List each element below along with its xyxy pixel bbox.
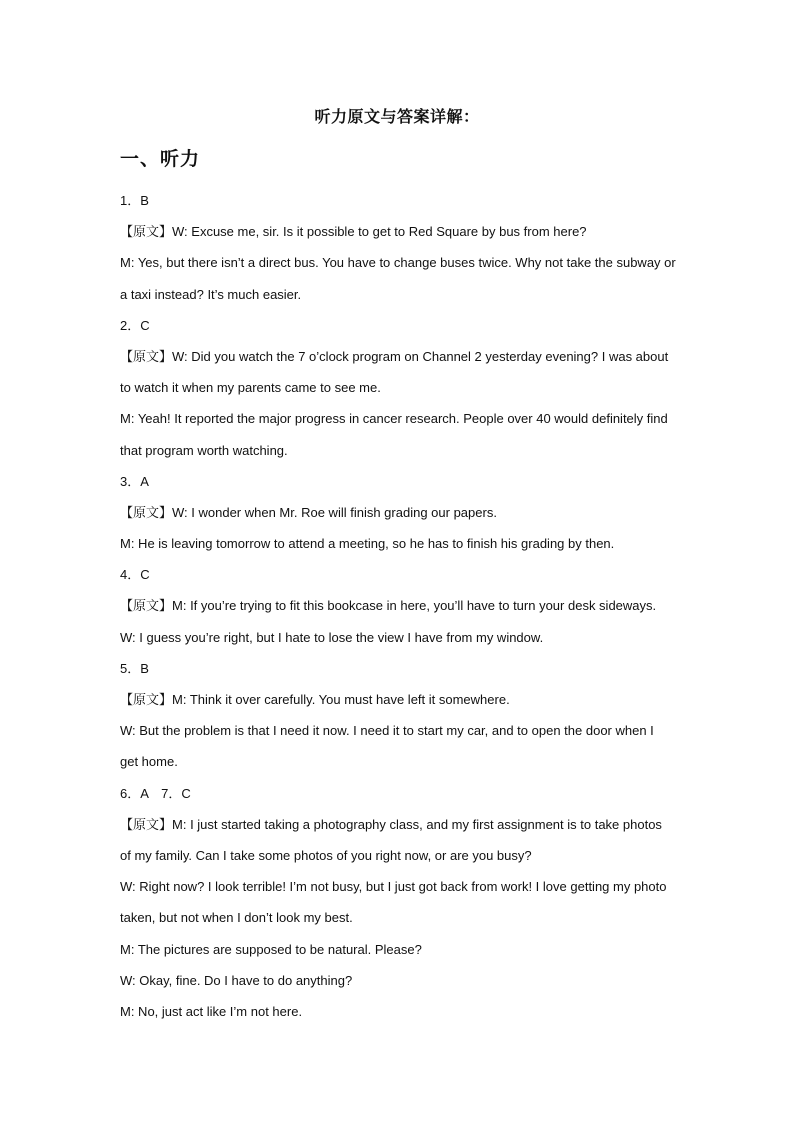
- text-line: [120, 185, 680, 216]
- line-text: M: Yeah! It reported the major progress in cancer research. People over 40 would definitely find: [120, 411, 668, 427]
- line-text: get home.: [120, 754, 178, 770]
- original-text-label: 【原文】: [120, 599, 173, 615]
- line-text: W: I guess you’re right, but I hate to lose the view I have from my window.: [120, 629, 544, 645]
- line-text: 2．C: [120, 317, 150, 333]
- line-text: that program worth watching.: [120, 442, 288, 458]
- text-line: [120, 310, 680, 341]
- line-text: W: Right now? I look terrible! I’m not busy, but I just got back from work! I love getting my photo: [120, 879, 667, 895]
- text-line: [120, 902, 680, 933]
- text-line: [120, 247, 680, 278]
- text-line: [120, 996, 680, 1027]
- text-line: [120, 590, 680, 621]
- line-text: M: No, just act like I’m not here.: [120, 1003, 303, 1019]
- line-text: M: Think it over carefully. You must have left it somewhere.: [172, 692, 510, 707]
- text-line: [120, 715, 680, 746]
- text-line: [120, 466, 680, 497]
- document-body: [120, 185, 680, 1027]
- section-heading: 一、听力: [120, 148, 201, 170]
- line-text: 3．A: [120, 473, 149, 489]
- line-text: W: Okay, fine. Do I have to do anything?: [120, 972, 353, 988]
- line-text: W: But the problem is that I need it now. I need it to start my car, and to open the door when I: [120, 723, 654, 739]
- text-line: [120, 622, 680, 653]
- original-text-label: 【原文】: [120, 225, 173, 241]
- line-text: W: I wonder when Mr. Roe will finish grading our papers.: [172, 504, 497, 520]
- text-line: [120, 372, 680, 403]
- text-line: [120, 778, 680, 809]
- original-text-label: 【原文】: [120, 693, 173, 708]
- text-line: [120, 279, 680, 310]
- text-line: [120, 809, 680, 840]
- text-line: [120, 684, 680, 715]
- line-text: taken, but not when I don’t look my best.: [120, 910, 353, 926]
- line-text: of my family. Can I take some photos of you right now, or are you busy?: [120, 847, 532, 863]
- line-text: M: He is leaving tomorrow to attend a meeting, so he has to finish his grading by then.: [120, 536, 615, 552]
- line-text: M: Yes, but there isn’t a direct bus. You have to change buses twice. Why not take the subway or: [120, 255, 676, 271]
- text-line: [120, 840, 680, 871]
- text-line: [120, 341, 680, 372]
- line-text: 4．C: [120, 567, 150, 583]
- text-line: [120, 965, 680, 996]
- line-text: 5．B: [120, 660, 149, 676]
- text-line: [120, 653, 680, 684]
- line-text: to watch it when my parents came to see me.: [120, 380, 381, 396]
- text-line: [120, 746, 680, 777]
- line-text: 1．B: [120, 193, 149, 208]
- text-line: [120, 435, 680, 466]
- text-line: [120, 528, 680, 559]
- line-text: M: If you’re trying to fit this bookcase in here, you’ll have to turn your desk sideways.: [172, 598, 657, 614]
- line-text: 6．A 7．C: [120, 785, 191, 801]
- line-text: W: Excuse me, sir. Is it possible to get to Red Square by bus from here?: [172, 224, 587, 240]
- text-line: [120, 871, 680, 902]
- page-title: 听力原文与答案详解：: [314, 107, 480, 126]
- text-line: [120, 216, 680, 247]
- text-line: [120, 403, 680, 434]
- original-text-label: 【原文】: [120, 349, 173, 365]
- line-text: W: Did you watch the 7 o’clock program on Channel 2 yesterday evening? I was about: [172, 348, 669, 364]
- text-line: [120, 934, 680, 965]
- line-text: M: The pictures are supposed to be natural. Please?: [120, 941, 422, 957]
- text-line: [120, 559, 680, 590]
- original-text-label: 【原文】: [120, 505, 173, 521]
- text-line: [120, 497, 680, 528]
- original-text-label: 【原文】: [120, 817, 173, 833]
- line-text: a taxi instead? It’s much easier.: [120, 286, 302, 302]
- line-text: M: I just started taking a photography class, and my first assignment is to take photos: [172, 816, 662, 832]
